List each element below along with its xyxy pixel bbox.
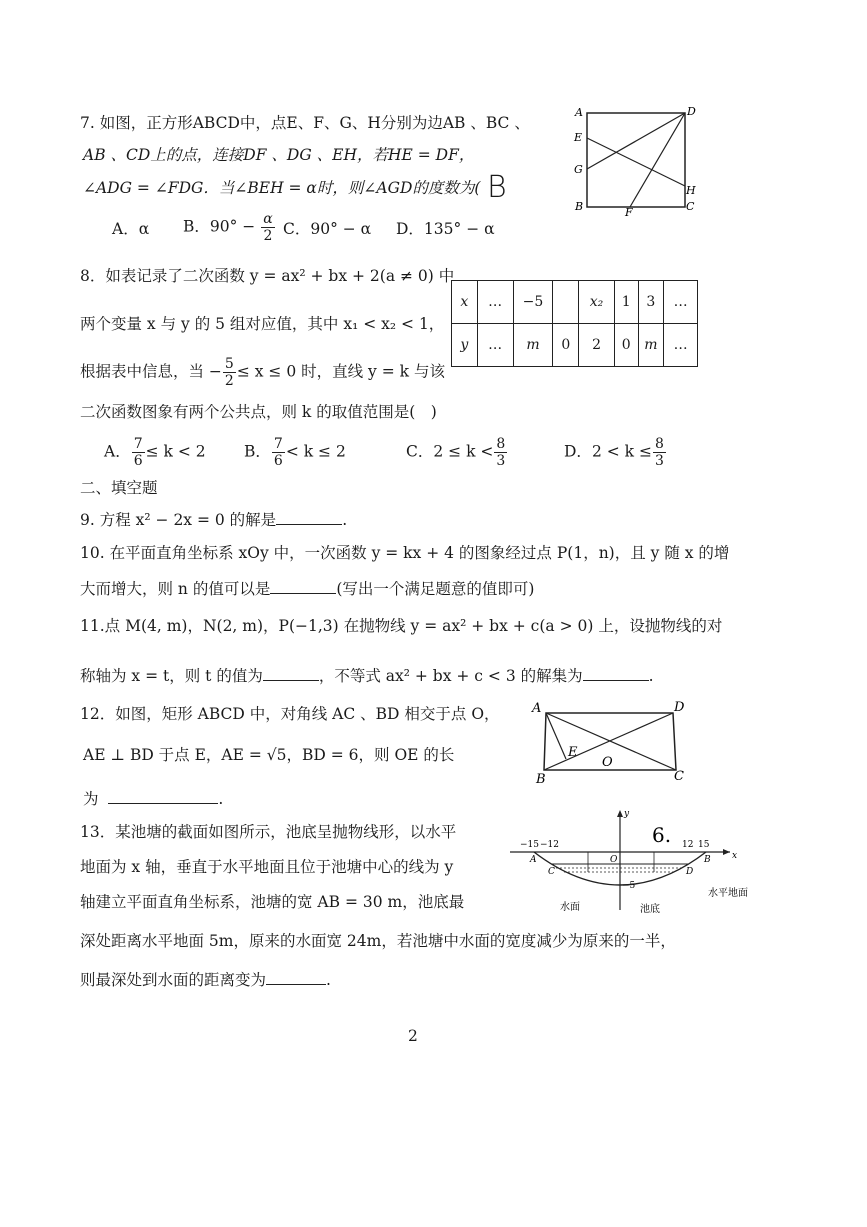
q13-tick-12: 12 [682, 840, 694, 850]
table-cell: … [664, 281, 698, 324]
q13-handwritten-note: 6. [652, 823, 672, 847]
q12-label-b: B [536, 772, 546, 787]
q13-label-d: D [686, 867, 694, 877]
q8-line2: 两个变量 x 与 y 的 5 组对应值，其中 x₁ < x₂ < 1， [80, 315, 445, 333]
q7-option-b: B．90° − $\frac{\alpha}{2}$ [183, 211, 273, 244]
table-cell: 0 [614, 324, 638, 367]
q7-label-e: E [574, 131, 583, 144]
table-cell [553, 281, 579, 324]
q11-line2: 称轴为 x = t，则 t 的值为 ，不等式 ax² + bx + c < 3 的解集为 . [80, 664, 654, 686]
q7-label-f: F [625, 206, 633, 219]
q7-label-b: B [575, 200, 584, 213]
q13-label-y: y [624, 809, 630, 819]
table-cell: 0 [553, 324, 579, 367]
q10-line1: 10. 在平面直角坐标系 xOy 中，一次函数 y = kx + 4 的图象经过点 P(1，n)，且 y 随 x 的增 [80, 544, 730, 562]
q13-line1: 13．某池塘的截面如图所示，池底呈抛物线形，以水平 [80, 823, 457, 841]
table-cell: … [664, 324, 698, 367]
q13-tick-m15: −15 [520, 840, 539, 850]
q9-text: 9. 方程 x² − 2x = 0 的解是 . [80, 508, 347, 530]
q7-option-a: A．α [112, 220, 150, 238]
q12-label-e: E [568, 745, 578, 760]
q13-label-c: C [548, 867, 555, 877]
table-cell: −5 [513, 281, 553, 324]
q13-line2: 地面为 x 轴，垂直于水平地面且位于池塘中心的线为 y [80, 858, 454, 876]
q13-label-m5: −5 [622, 881, 636, 891]
table-cell: … [477, 281, 513, 324]
q7-label-c: C [686, 200, 695, 213]
q7-label-h: H [686, 184, 696, 197]
table-cell: 3 [638, 281, 664, 324]
q7-label-a: A [575, 106, 583, 119]
q12-label-d: D [674, 700, 685, 715]
q13-pond-figure [504, 806, 764, 916]
table-row [452, 281, 698, 324]
section-heading: 二、填空题 [80, 479, 158, 497]
q8-line3: 根据表中信息，当 − $\frac{5}{2}$ ≤ x ≤ 0 时，直线 y = k 与该 [80, 356, 445, 389]
q13-caption-water: 水面 [560, 902, 580, 913]
table-cell: 1 [614, 281, 638, 324]
q13-caption-bottom: 池底 [640, 904, 660, 915]
table-cell: m [513, 324, 553, 367]
q12-line2: AE ⊥ BD 于点 E，AE = √5，BD = 6，则 OE 的长 [83, 746, 455, 764]
q12-label-o: O [602, 755, 613, 770]
q7-line2: AB 、CD上的点，连接DF 、DG 、EH，若HE = DF， [83, 146, 475, 164]
q13-line4: 深处距离水平地面 5m，原来的水面宽 24m，若池塘中水面的宽度减少为原来的一半， [80, 932, 676, 950]
q7-label-g: G [574, 163, 583, 176]
q13-tick-m12: −12 [540, 840, 559, 850]
table-row [452, 324, 698, 367]
q7-line3: ∠ADG = ∠FDG．当∠BEH = α时，则∠AGD的度数为( [83, 179, 481, 197]
table-cell: x [452, 281, 478, 324]
q13-label-b: B [704, 855, 711, 865]
q13-line5: 则最深处到水面的距离变为 . [80, 968, 331, 990]
q7-label-d: D [687, 105, 696, 118]
q8-option-a: A． $\frac{7}{6}$ ≤ k < 2 [104, 436, 206, 469]
q12-line3: 为 . [83, 787, 223, 809]
q8-option-b: B． $\frac{7}{6}$ < k ≤ 2 [244, 436, 346, 469]
q12-label-c: C [674, 769, 684, 784]
q7-handwritten-answer: B [487, 170, 507, 205]
q8-option-c: C．2 ≤ k < $\frac{8}{3}$ [406, 436, 506, 469]
q7-option-d: D．135° − α [396, 220, 495, 238]
q10-line2: 大而增大，则 n 的值可以是 (写出一个满足题意的值即可) [80, 577, 534, 599]
q12-line1: 12．如图，矩形 ABCD 中，对角线 AC 、BD 相交于点 O， [80, 705, 500, 723]
q12-label-a: A [532, 701, 542, 716]
q13-line3: 轴建立平面直角坐标系，池塘的宽 AB = 30 m，池底最 [80, 893, 465, 911]
q8-option-d: D．2 < k ≤ $\frac{8}{3}$ [564, 436, 664, 469]
table-cell: 2 [579, 324, 615, 367]
q8-value-table [451, 280, 698, 367]
table-cell: x₂ [579, 281, 615, 324]
q8-line4: 二次函数图象有两个公共点，则 k 的取值范围是( ) [80, 403, 437, 421]
q7-square-figure [570, 102, 700, 220]
q13-tick-15: 15 [698, 840, 710, 850]
q13-label-a: A [530, 855, 537, 865]
q7-line1: 7. 如图，正方形ABCD中，点E、F、G、H分别为边AB 、BC 、 [80, 114, 530, 132]
table-cell: m [638, 324, 664, 367]
q7-option-c: C．90° − α [283, 220, 372, 238]
q12-rectangle-figure [528, 698, 708, 788]
table-cell: … [477, 324, 513, 367]
q13-caption-ground: 水平地面 [708, 888, 748, 899]
q8-line1: 8．如表记录了二次函数 y = ax² + bx + 2(a ≠ 0) 中 [80, 267, 455, 285]
q13-label-o: O [610, 855, 618, 865]
page-number: 2 [408, 1027, 418, 1045]
table-cell: y [452, 324, 478, 367]
q13-label-x: x [732, 851, 738, 861]
q11-line1: 11.点 M(4, m)，N(2, m)，P(−1,3) 在抛物线 y = ax² + bx + c(a > 0) 上，设抛物线的对 [80, 617, 723, 635]
